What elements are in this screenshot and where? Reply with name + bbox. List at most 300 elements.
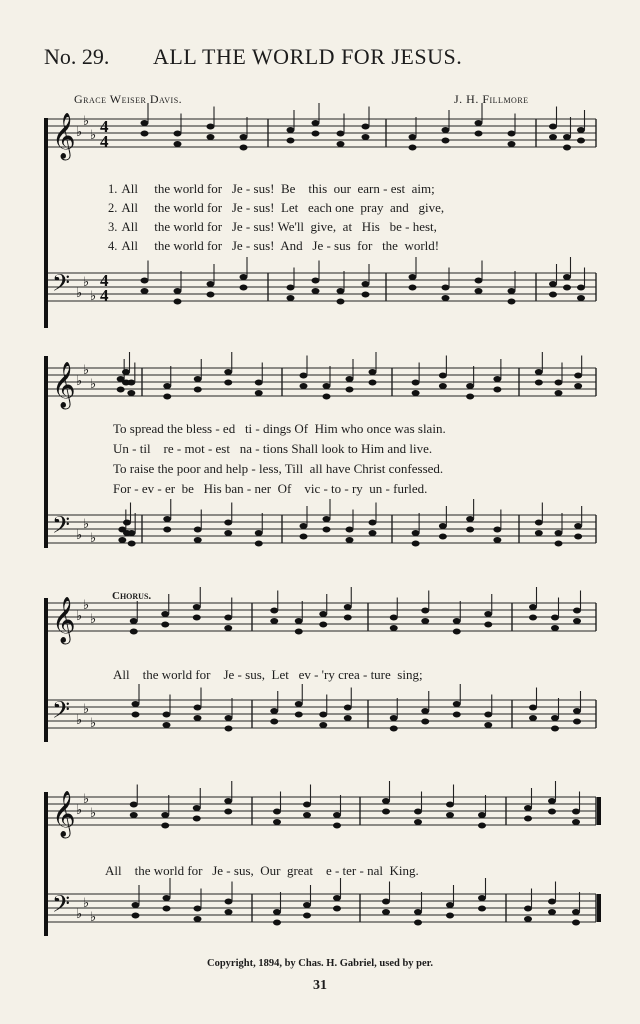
note-head bbox=[466, 516, 474, 522]
note-head bbox=[225, 899, 233, 905]
note-head bbox=[549, 134, 557, 140]
note-head bbox=[414, 920, 422, 926]
bass-clef: 𝄢 bbox=[52, 890, 71, 923]
note-head bbox=[572, 819, 580, 825]
words-credit: Grace Weiser Davis. bbox=[74, 92, 183, 106]
verse-line-2 bbox=[108, 199, 444, 217]
note-head bbox=[529, 705, 537, 711]
note-head bbox=[161, 812, 169, 818]
treble-clef: 𝄞 bbox=[52, 362, 76, 408]
flat-sign: ♭ bbox=[83, 702, 90, 717]
note-head bbox=[333, 906, 341, 912]
note-head bbox=[132, 712, 140, 718]
note-head bbox=[524, 805, 532, 811]
verse2-line-3: To raise the poor and help - less, Till all have Christ confessed. bbox=[113, 461, 444, 476]
note-head bbox=[300, 534, 308, 540]
note-head bbox=[478, 906, 486, 912]
note-head bbox=[414, 819, 422, 825]
note-head bbox=[475, 288, 483, 294]
note-head bbox=[240, 285, 248, 291]
note-head bbox=[224, 809, 232, 815]
note-head bbox=[508, 288, 516, 294]
note-head bbox=[255, 380, 263, 386]
note-head bbox=[549, 281, 557, 287]
flat-sign: ♭ bbox=[76, 907, 83, 922]
note-head bbox=[362, 124, 370, 130]
note-head bbox=[132, 902, 140, 908]
bass-clef: 𝄢 bbox=[52, 269, 71, 302]
note-head bbox=[224, 798, 232, 804]
note-head bbox=[323, 394, 331, 400]
note-head bbox=[303, 913, 311, 919]
time-sig-bottom: 4 bbox=[100, 286, 109, 305]
note-head bbox=[194, 387, 202, 393]
note-head bbox=[163, 906, 171, 912]
note-head bbox=[390, 726, 398, 732]
note-head bbox=[240, 145, 248, 151]
note-head bbox=[163, 895, 171, 901]
note-head bbox=[369, 520, 377, 526]
note-head bbox=[303, 802, 311, 808]
note-head bbox=[574, 523, 582, 529]
note-head bbox=[312, 288, 320, 294]
note-head bbox=[446, 812, 454, 818]
note-head bbox=[194, 916, 202, 922]
verse-line-4 bbox=[108, 237, 439, 255]
verse2-line-4: For - ev - er be His ban - ner Of vic - to - ry un - furled. bbox=[113, 481, 428, 496]
note-head bbox=[577, 285, 585, 291]
note-head bbox=[453, 712, 461, 718]
flat-sign: ♭ bbox=[76, 286, 83, 301]
music-credit: J. H. Fillmore bbox=[454, 92, 529, 106]
note-head bbox=[287, 295, 295, 301]
note-head bbox=[130, 802, 138, 808]
note-head bbox=[207, 292, 215, 298]
note-head bbox=[163, 527, 171, 533]
verse-number: 4. bbox=[108, 239, 118, 253]
hymn-title: ALL THE WORLD FOR JESUS. bbox=[153, 44, 463, 69]
note-head bbox=[295, 629, 303, 635]
note-head bbox=[414, 909, 422, 915]
note-head bbox=[421, 618, 429, 624]
note-head bbox=[573, 618, 581, 624]
note-head bbox=[409, 274, 417, 280]
note-head bbox=[484, 722, 492, 728]
note-head bbox=[508, 131, 516, 137]
note-head bbox=[163, 516, 171, 522]
note-head bbox=[529, 604, 537, 610]
note-head bbox=[240, 134, 248, 140]
note-head bbox=[478, 823, 486, 829]
note-head bbox=[382, 899, 390, 905]
note-head bbox=[194, 705, 202, 711]
note-head bbox=[319, 611, 327, 617]
note-head bbox=[478, 812, 486, 818]
note-head bbox=[300, 523, 308, 529]
flat-sign: ♭ bbox=[83, 896, 90, 911]
note-head bbox=[127, 380, 135, 386]
flat-sign: ♭ bbox=[83, 517, 90, 532]
note-head bbox=[508, 141, 516, 147]
note-head bbox=[442, 127, 450, 133]
note-head bbox=[224, 615, 232, 621]
note-head bbox=[439, 534, 447, 540]
note-head bbox=[207, 134, 215, 140]
note-head bbox=[207, 281, 215, 287]
note-head bbox=[303, 902, 311, 908]
note-head bbox=[572, 920, 580, 926]
note-head bbox=[493, 387, 501, 393]
note-head bbox=[412, 530, 420, 536]
hymn-number: No. 29. bbox=[44, 44, 110, 69]
note-head bbox=[535, 380, 543, 386]
note-head bbox=[333, 823, 341, 829]
note-head bbox=[412, 390, 420, 396]
page-number: 31 bbox=[313, 978, 327, 993]
verse2-line-1: To spread the bless - ed ti - dings Of Him who once was slain. bbox=[113, 421, 446, 436]
note-head bbox=[555, 380, 563, 386]
note-head bbox=[524, 916, 532, 922]
note-head bbox=[193, 604, 201, 610]
note-head bbox=[333, 812, 341, 818]
flat-sign: ♭ bbox=[90, 806, 97, 821]
verse-line-1 bbox=[108, 180, 435, 198]
note-head bbox=[369, 380, 377, 386]
flat-sign: ♭ bbox=[90, 289, 97, 304]
note-head bbox=[475, 278, 483, 284]
note-head bbox=[273, 819, 281, 825]
note-head bbox=[453, 701, 461, 707]
note-head bbox=[174, 131, 182, 137]
flat-sign: ♭ bbox=[76, 609, 83, 624]
note-head bbox=[163, 722, 171, 728]
note-head bbox=[174, 299, 182, 305]
note-head bbox=[577, 295, 585, 301]
note-head bbox=[493, 376, 501, 382]
note-head bbox=[551, 615, 559, 621]
note-head bbox=[466, 394, 474, 400]
note-head bbox=[122, 369, 130, 375]
bass-clef: 𝄢 bbox=[52, 511, 71, 544]
verse-number: 1. bbox=[108, 182, 118, 196]
flat-sign: ♭ bbox=[76, 713, 83, 728]
note-head bbox=[475, 120, 483, 126]
note-head bbox=[224, 530, 232, 536]
flat-sign: ♭ bbox=[90, 716, 97, 731]
note-head bbox=[337, 141, 345, 147]
treble-clef: 𝄞 bbox=[52, 597, 76, 643]
note-head bbox=[442, 295, 450, 301]
note-head bbox=[563, 285, 571, 291]
note-head bbox=[572, 909, 580, 915]
note-head bbox=[555, 541, 563, 547]
note-head bbox=[524, 816, 532, 822]
note-head bbox=[466, 383, 474, 389]
flat-sign: ♭ bbox=[83, 363, 90, 378]
note-head bbox=[337, 288, 345, 294]
flat-sign: ♭ bbox=[76, 528, 83, 543]
note-head bbox=[574, 373, 582, 379]
note-head bbox=[573, 719, 581, 725]
note-head bbox=[273, 909, 281, 915]
note-head bbox=[323, 516, 331, 522]
note-head bbox=[193, 816, 201, 822]
note-head bbox=[524, 906, 532, 912]
chorus-line-1: All the world for Je - sus, Let ev - 'ry crea - ture sing; bbox=[113, 667, 423, 682]
note-head bbox=[551, 625, 559, 631]
treble-clef: 𝄞 bbox=[52, 113, 76, 159]
note-head bbox=[193, 805, 201, 811]
note-head bbox=[295, 618, 303, 624]
time-sig-top: 4 bbox=[100, 117, 109, 136]
note-head bbox=[255, 530, 263, 536]
note-head bbox=[224, 369, 232, 375]
chorus-label: Chorus. bbox=[112, 590, 152, 602]
note-head bbox=[362, 292, 370, 298]
note-head bbox=[130, 812, 138, 818]
note-head bbox=[300, 373, 308, 379]
note-head bbox=[224, 520, 232, 526]
note-head bbox=[549, 292, 557, 298]
note-head bbox=[563, 145, 571, 151]
note-head bbox=[224, 625, 232, 631]
note-head bbox=[337, 299, 345, 305]
note-head bbox=[548, 798, 556, 804]
flat-sign: ♭ bbox=[76, 374, 83, 389]
note-head bbox=[163, 383, 171, 389]
note-head bbox=[493, 527, 501, 533]
note-head bbox=[369, 530, 377, 536]
note-head bbox=[446, 902, 454, 908]
time-sig-bottom: 4 bbox=[100, 132, 109, 151]
note-head bbox=[529, 715, 537, 721]
note-head bbox=[128, 530, 136, 536]
note-head bbox=[118, 537, 126, 543]
note-head bbox=[344, 705, 352, 711]
note-head bbox=[549, 124, 557, 130]
note-head bbox=[128, 541, 136, 547]
note-head bbox=[344, 715, 352, 721]
note-head bbox=[390, 715, 398, 721]
note-head bbox=[382, 798, 390, 804]
flat-sign: ♭ bbox=[83, 598, 90, 613]
note-head bbox=[346, 537, 354, 543]
note-head bbox=[421, 608, 429, 614]
note-head bbox=[287, 138, 295, 144]
note-head bbox=[484, 611, 492, 617]
note-head bbox=[163, 712, 171, 718]
verse-text: All the world for Je - sus! We'll give, at His be - hest, bbox=[121, 219, 437, 234]
note-head bbox=[446, 802, 454, 808]
note-head bbox=[123, 520, 131, 526]
note-head bbox=[529, 615, 537, 621]
note-head bbox=[130, 618, 138, 624]
note-head bbox=[563, 134, 571, 140]
note-head bbox=[287, 127, 295, 133]
note-head bbox=[141, 288, 149, 294]
note-head bbox=[161, 611, 169, 617]
note-head bbox=[225, 726, 233, 732]
note-head bbox=[551, 726, 559, 732]
flat-sign: ♭ bbox=[90, 612, 97, 627]
note-head bbox=[563, 274, 571, 280]
note-head bbox=[174, 141, 182, 147]
note-head bbox=[344, 615, 352, 621]
note-head bbox=[439, 523, 447, 529]
note-head bbox=[475, 131, 483, 137]
note-head bbox=[414, 809, 422, 815]
note-head bbox=[535, 520, 543, 526]
note-head bbox=[194, 376, 202, 382]
note-head bbox=[323, 383, 331, 389]
note-head bbox=[333, 895, 341, 901]
note-head bbox=[194, 715, 202, 721]
note-head bbox=[535, 530, 543, 536]
note-head bbox=[535, 369, 543, 375]
note-head bbox=[573, 708, 581, 714]
note-head bbox=[132, 913, 140, 919]
note-head bbox=[312, 278, 320, 284]
note-head bbox=[551, 715, 559, 721]
note-head bbox=[337, 131, 345, 137]
note-head bbox=[574, 534, 582, 540]
note-head bbox=[225, 909, 233, 915]
note-head bbox=[295, 712, 303, 718]
note-head bbox=[255, 541, 263, 547]
note-head bbox=[346, 376, 354, 382]
note-head bbox=[163, 394, 171, 400]
note-head bbox=[132, 701, 140, 707]
note-head bbox=[240, 274, 248, 280]
note-head bbox=[255, 390, 263, 396]
note-head bbox=[225, 715, 233, 721]
note-head bbox=[194, 537, 202, 543]
note-head bbox=[577, 127, 585, 133]
bass-clef: 𝄢 bbox=[52, 696, 71, 729]
verse-line-3 bbox=[108, 218, 437, 236]
flat-sign: ♭ bbox=[83, 792, 90, 807]
note-head bbox=[319, 722, 327, 728]
note-head bbox=[344, 604, 352, 610]
note-head bbox=[141, 131, 149, 137]
note-head bbox=[484, 622, 492, 628]
note-head bbox=[484, 712, 492, 718]
note-head bbox=[446, 913, 454, 919]
note-head bbox=[273, 809, 281, 815]
note-head bbox=[548, 809, 556, 815]
verse-number: 3. bbox=[108, 220, 118, 234]
note-head bbox=[287, 285, 295, 291]
note-head bbox=[421, 708, 429, 714]
flat-sign: ♭ bbox=[90, 910, 97, 925]
note-head bbox=[409, 145, 417, 151]
note-head bbox=[442, 285, 450, 291]
note-head bbox=[421, 719, 429, 725]
copyright-notice: Copyright, 1894, by Chas. H. Gabriel, used by per. bbox=[207, 958, 433, 969]
note-head bbox=[303, 812, 311, 818]
note-head bbox=[412, 380, 420, 386]
note-head bbox=[577, 138, 585, 144]
verse-number: 2. bbox=[108, 201, 118, 215]
note-head bbox=[390, 625, 398, 631]
note-head bbox=[174, 288, 182, 294]
note-head bbox=[270, 618, 278, 624]
note-head bbox=[127, 390, 135, 396]
note-head bbox=[453, 629, 461, 635]
note-head bbox=[194, 527, 202, 533]
verse-text: All the world for Je - sus! And Je - sus for the world! bbox=[121, 238, 440, 253]
note-head bbox=[161, 622, 169, 628]
note-head bbox=[362, 134, 370, 140]
note-head bbox=[270, 708, 278, 714]
note-head bbox=[207, 124, 215, 130]
note-head bbox=[362, 281, 370, 287]
note-head bbox=[555, 530, 563, 536]
note-head bbox=[117, 387, 125, 393]
note-head bbox=[442, 138, 450, 144]
note-head bbox=[409, 285, 417, 291]
note-head bbox=[319, 622, 327, 628]
verse-text: All the world for Je - sus! Let each one pray and give, bbox=[121, 200, 445, 215]
note-head bbox=[369, 369, 377, 375]
note-head bbox=[300, 383, 308, 389]
note-head bbox=[412, 541, 420, 547]
note-head bbox=[295, 701, 303, 707]
treble-clef: 𝄞 bbox=[52, 791, 76, 837]
note-head bbox=[194, 906, 202, 912]
flat-sign: ♭ bbox=[83, 114, 90, 129]
verse-text: All the world for Je - sus! Be this our earn - est aim; bbox=[121, 181, 435, 196]
flat-sign: ♭ bbox=[83, 275, 90, 290]
note-head bbox=[130, 629, 138, 635]
note-head bbox=[270, 719, 278, 725]
note-head bbox=[161, 823, 169, 829]
flat-sign: ♭ bbox=[90, 531, 97, 546]
note-head bbox=[508, 299, 516, 305]
note-head bbox=[224, 380, 232, 386]
note-head bbox=[390, 615, 398, 621]
note-head bbox=[572, 809, 580, 815]
note-head bbox=[439, 373, 447, 379]
chorus-line-2: All the world for Je - sus, Our great e - ter - nal King. bbox=[105, 863, 419, 878]
flat-sign: ♭ bbox=[90, 377, 97, 392]
time-sig-top: 4 bbox=[100, 271, 109, 290]
note-head bbox=[548, 899, 556, 905]
note-head bbox=[573, 608, 581, 614]
flat-sign: ♭ bbox=[90, 128, 97, 143]
note-head bbox=[453, 618, 461, 624]
note-head bbox=[555, 390, 563, 396]
verse2-line-2: Un - til re - mot - est na - tions Shall look to Him and live. bbox=[113, 441, 433, 456]
note-head bbox=[312, 120, 320, 126]
flat-sign: ♭ bbox=[76, 125, 83, 140]
note-head bbox=[346, 527, 354, 533]
note-head bbox=[346, 387, 354, 393]
note-head bbox=[574, 383, 582, 389]
note-head bbox=[319, 712, 327, 718]
note-head bbox=[141, 278, 149, 284]
note-head bbox=[478, 895, 486, 901]
note-head bbox=[141, 120, 149, 126]
note-head bbox=[312, 131, 320, 137]
flat-sign: ♭ bbox=[76, 803, 83, 818]
note-head bbox=[382, 809, 390, 815]
note-head bbox=[323, 527, 331, 533]
note-head bbox=[273, 920, 281, 926]
note-head bbox=[382, 909, 390, 915]
note-head bbox=[548, 909, 556, 915]
note-head bbox=[493, 537, 501, 543]
